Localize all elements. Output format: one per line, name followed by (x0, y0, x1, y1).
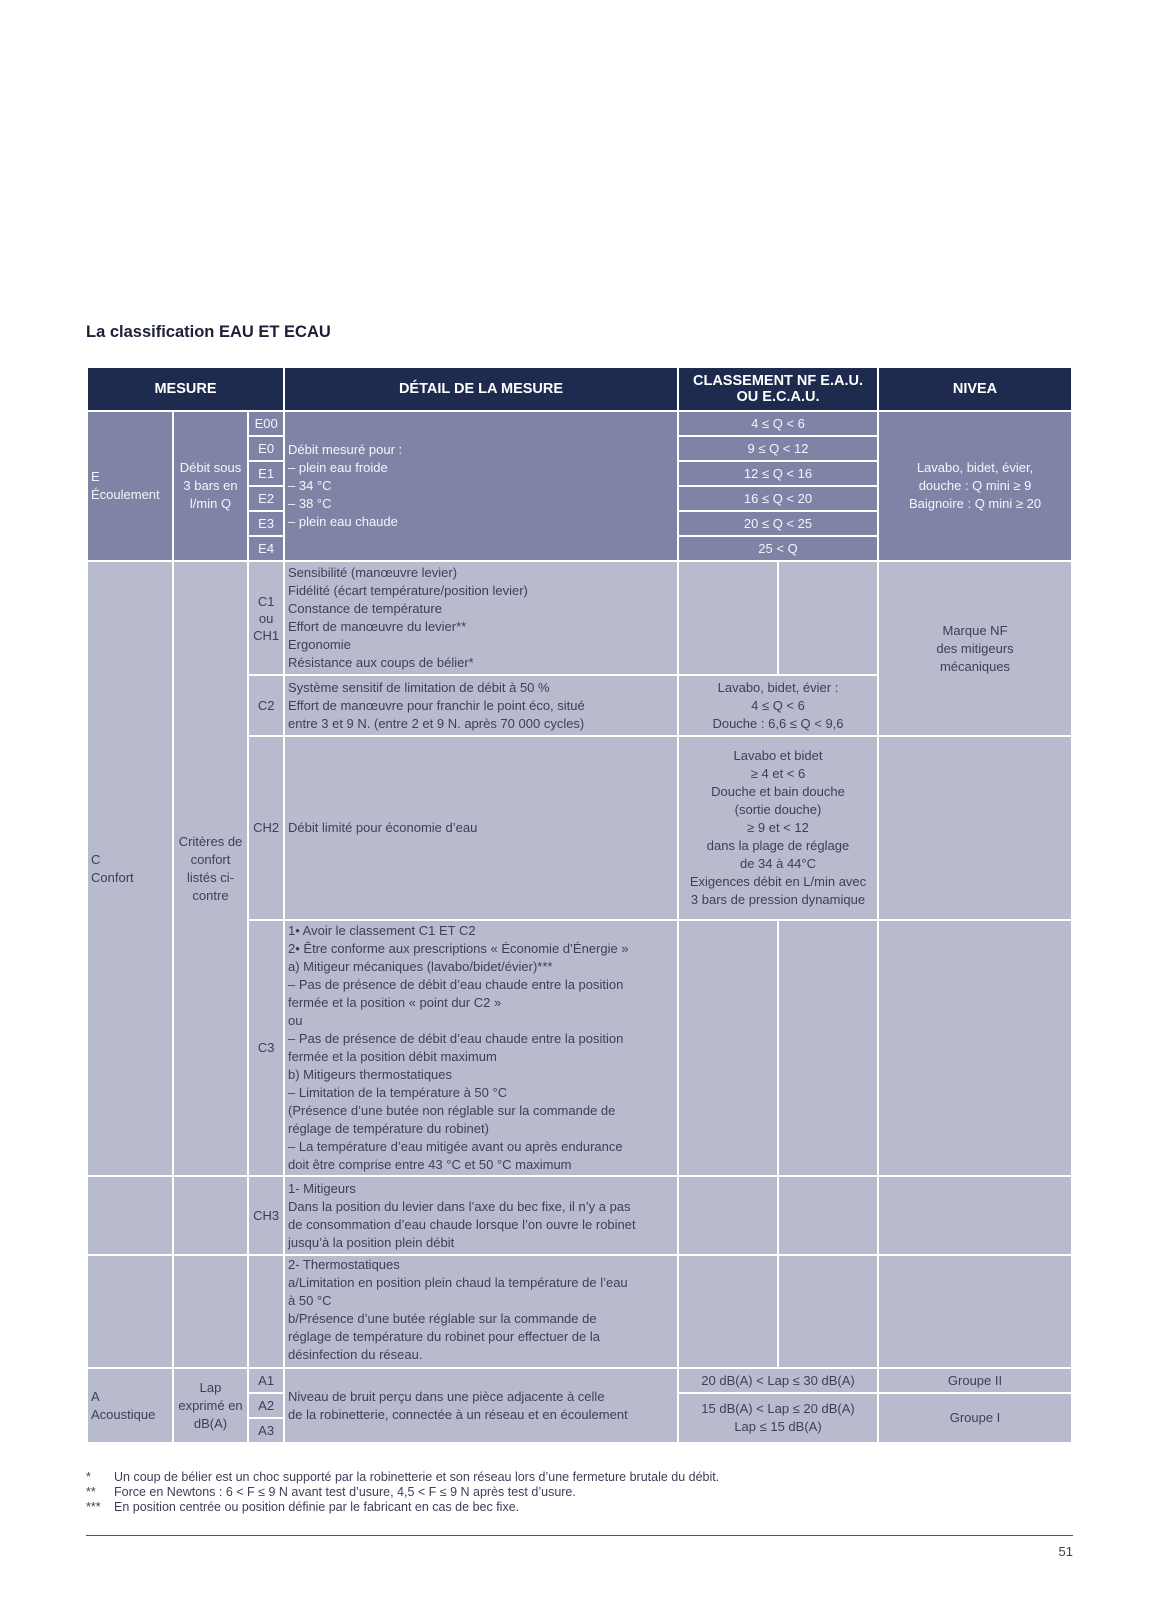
class-c3-left (678, 920, 778, 1176)
range-cell: 25 < Q (678, 536, 878, 561)
detail-acoustique: Niveau de bruit perçu dans une pièce adjacente à celle de la robinetterie, connectée à un réseau et en écoulement (284, 1368, 678, 1443)
class-c1-right (778, 561, 878, 675)
footnote-text: Un coup de bélier est un choc supporté par la robinetterie et son réseau lors d’une fermeture brutale du débit. (114, 1470, 720, 1484)
level-ch3 (878, 1176, 1072, 1255)
nf-mark: Marque NF des mitigeurs mécaniques (878, 561, 1072, 736)
level-ecoulement: Lavabo, bidet, évier, douche : Q mini ≥ 9 Baignoire : Q mini ≥ 20 (878, 411, 1072, 561)
code-cell: A2 (248, 1393, 284, 1418)
category-confort: C Confort (87, 561, 173, 1176)
group-a23: Groupe I (878, 1393, 1072, 1443)
footnote (86, 1470, 1066, 1485)
footnote-text: En position centrée ou position définie par le fabricant en cas de bec fixe. (114, 1500, 520, 1514)
measure-ecoulement: Débit sous 3 bars en l/min Q (173, 411, 249, 561)
measure-empty (173, 1176, 249, 1255)
code-c3: C3 (248, 920, 284, 1176)
footnote (86, 1485, 1066, 1500)
category-ecoulement: E Écoulement (87, 411, 173, 561)
header-row (87, 367, 1072, 411)
header-detail: DÉTAIL DE LA MESURE (284, 367, 678, 411)
footer-divider (86, 1535, 1073, 1536)
table-row (87, 1368, 1072, 1393)
detail-ch3-thermostatiques: 2- Thermostatiques a/Limitation en position plein chaud la température de l’eau à 50 °C b/Présence d’une butée réglable sur la commande de réglage de température du robinet pour effectuer de la désinfection du réseau. (284, 1255, 678, 1368)
code-cell: E4 (248, 536, 284, 561)
code-cell: E00 (248, 411, 284, 436)
code-cell: A3 (248, 1418, 284, 1443)
code-empty (248, 1255, 284, 1368)
category-empty (87, 1255, 173, 1368)
range-cell: 12 ≤ Q < 16 (678, 461, 878, 486)
table-row (87, 411, 1072, 436)
detail-ch2: Débit limité pour économie d’eau (284, 736, 678, 920)
header-nivea: NIVEA (878, 367, 1072, 411)
measure-confort: Critères de confort listés ci-contre (173, 561, 249, 1176)
class-c1-left (678, 561, 778, 675)
class-ch3b-left (678, 1255, 778, 1368)
table-row (87, 1176, 1072, 1255)
page-title: La classification EAU ET ECAU (86, 323, 331, 341)
class-c2: Lavabo, bidet, évier : 4 ≤ Q < 6 Douche : 6,6 ≤ Q < 9,6 (678, 675, 878, 736)
footnotes (86, 1470, 1066, 1515)
measure-empty (173, 1255, 249, 1368)
range-cell: 4 ≤ Q < 6 (678, 411, 878, 436)
page-number: 51 (1058, 1544, 1073, 1559)
range-cell: 16 ≤ Q < 20 (678, 486, 878, 511)
code-ch2: CH2 (248, 736, 284, 920)
code-cell: E1 (248, 461, 284, 486)
code-cell: E0 (248, 436, 284, 461)
classification-table (86, 366, 1073, 1444)
code-cell: A1 (248, 1368, 284, 1393)
category-acoustique: A Acoustique (87, 1368, 173, 1443)
class-a1: 20 dB(A) < Lap ≤ 30 dB(A) (678, 1368, 878, 1393)
footnote-mark: ** (86, 1485, 96, 1499)
detail-c1: Sensibilité (manœuvre levier) Fidélité (écart température/position levier) Constance de température Effort de manœuvre du levier** Ergonomie Résistance aux coups de bélier* (284, 561, 678, 675)
level-ch2 (878, 736, 1072, 920)
measure-acoustique: Lap exprimé en dB(A) (173, 1368, 249, 1443)
table-row (87, 1255, 1072, 1368)
class-ch3b-right (778, 1255, 878, 1368)
footnote-mark: * (86, 1470, 91, 1484)
class-a23: 15 dB(A) < Lap ≤ 20 dB(A) Lap ≤ 15 dB(A) (678, 1393, 878, 1443)
table-row (87, 561, 1072, 675)
range-cell: 9 ≤ Q < 12 (678, 436, 878, 461)
header-mesure: MESURE (87, 367, 284, 411)
range-cell: 20 ≤ Q < 25 (678, 511, 878, 536)
detail-ch3-mitigeurs: 1- Mitigeurs Dans la position du levier dans l’axe du bec fixe, il n’y a pas de consommation d’eau chaude lorsque l’on ouvre le robinet jusqu’à la position plein débit (284, 1176, 678, 1255)
class-c3-right (778, 920, 878, 1176)
footnote (86, 1500, 1066, 1515)
level-c3 (878, 920, 1072, 1176)
footnote-mark: *** (86, 1500, 101, 1514)
footnote-text: Force en Newtons : 6 < F ≤ 9 N avant test d’usure, 4,5 < F ≤ 9 N après test d’usure. (114, 1485, 576, 1499)
class-ch2: Lavabo et bidet ≥ 4 et < 6 Douche et bain douche (sortie douche) ≥ 9 et < 12 dans la plage de réglage de 34 à 44°C Exigences débit en L/min avec 3 bars de pression dynamique (678, 736, 878, 920)
code-ch3: CH3 (248, 1176, 284, 1255)
code-cell: E3 (248, 511, 284, 536)
class-ch3-left (678, 1176, 778, 1255)
code-c1: C1 ou CH1 (248, 561, 284, 675)
header-classement: CLASSEMENT NF E.A.U. OU E.C.A.U. (678, 367, 878, 411)
class-ch3-right (778, 1176, 878, 1255)
level-ch3b (878, 1255, 1072, 1368)
category-empty (87, 1176, 173, 1255)
detail-c2: Système sensitif de limitation de débit à 50 % Effort de manœuvre pour franchir le point éco, situé entre 3 et 9 N. (entre 2 et 9 N. après 70 000 cycles) (284, 675, 678, 736)
detail-ecoulement: Débit mesuré pour : – plein eau froide – 34 °C – 38 °C – plein eau chaude (284, 411, 678, 561)
code-cell: E2 (248, 486, 284, 511)
group-a1: Groupe II (878, 1368, 1072, 1393)
code-c2: C2 (248, 675, 284, 736)
detail-c3: 1• Avoir le classement C1 ET C2 2• Être conforme aux prescriptions « Économie d’Énergie » a) Mitigeur mécaniques (lavabo/bidet/évier)*** – Pas de présence de débit d’eau chaude entre la position fermée et la position « point dur C2 » ou – Pas de présence de débit d’eau chaude entre la position fermée et la position débit maximum b) Mitigeurs thermostatiques – Limitation de la température à 50 °C (Présence d’une butée non réglable sur la commande de réglage de température du robinet) – La température d’eau mitigée avant ou après endurance doit être comprise entre 43 °C et 50 °C maximum (284, 920, 678, 1176)
